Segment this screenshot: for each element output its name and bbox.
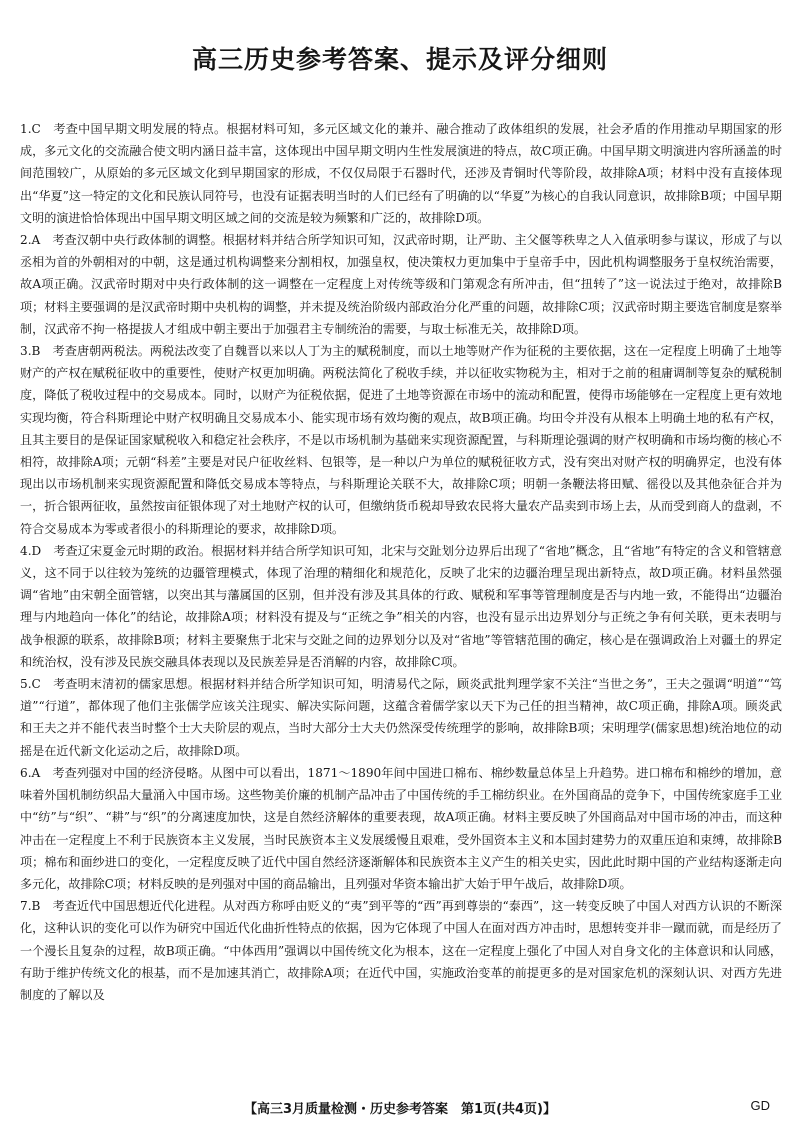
answer-number: 4.D (20, 543, 42, 558)
answer-text: 考查辽宋夏金元时期的政治。根据材料并结合所学知识可知，北宋与交趾划分边界后出现了“省地”概念，且“省地”有特定的含义和管辖意义，这不同于以往较为笼统的边疆管理模式，体现了治理的精细化和规范化，反映了北宋的边疆治理呈现出新特点，故D项正确。材料虽然强调“省地”由宋朝全面管辖，以突出其与藩属国的区别，但并没有涉及其具体的行政、赋税和军事等管理制度是否与内地一致，不能得出“边疆治理与内地趋向一体化”的结论，故排除A项；材料没有提及与“正统之争”相关的内容，也没有显示出边界划分与正统之争有何关联，更未表明与战争根源的联系，故排除B项；材料主要聚焦于北宋与交趾之间的边界划分以及对“省地”等管辖范围的确定，核心是在强调政治上对疆土的界定和统治权，没有涉及民族交融具体表现以及民族差异是否消解的内容，故排除C项。 (20, 543, 782, 669)
answer-text: 考查唐朝两税法。两税法改变了自魏晋以来以人丁为主的赋税制度，而以土地等财产作为征税的主要依据，这在一定程度上明确了土地等财产的产权在赋税征收中的重要性，使财产权更加明确。两税法简化了税收手续，并以征收实物税为主，相对于之前的租庸调制等复杂的赋税制度，降低了税收过程中的交易成本。同时，以财产为征税依据，促进了土地等资源在市场中的流动和配置，使得市场能够在一定程度上更有效地实现均衡，符合科斯理论中财产权明确且交易成本小、能实现市场有效均衡的观点，故B项正确。均田令并没有从根本上明确土地的私有产权，且其主要目的是保证国家赋税收入和稳定社会秩序，不是以市场机制为基础来实现资源配置，与科斯理论强调的财产权明确和市场均衡的核心不相符，故排除A项；元朝“科差”主要是对民户征收丝料、包银等，是一种以户为单位的赋税征收方式，没有突出对财产权的明确界定，也没有体现出以市场机制来实现资源配置和降低交易成本等特点，与科斯理论关联不大，故排除C项；明朝一条鞭法将田赋、徭役以及其他杂征合并为一，折合银两征收，虽然按亩征银体现了对土地财产权的认可，但缴纳货币税却导致农民将大量农产品卖到市场上去，从而受到商人的盘剥，不符合交易成本为零或者很小的科斯理论的要求，故排除D项。 (20, 344, 782, 536)
answer-number: 5.C (20, 677, 41, 692)
answer-item-7 (20, 895, 782, 1006)
answer-number: 1.C (20, 122, 41, 136)
answer-number: 2.A (20, 233, 41, 248)
footer-code: GD (750, 1098, 770, 1113)
answer-text: 考查明末清初的儒家思想。根据材料并结合所学知识可知，明清易代之际，顾炎武批判理学家不关注“当世之务”，王夫之强调“明道”“笃道”“行道”，都体现了他们主张儒学应该关注现实、解决实际问题，这蕴含着儒学家以天下为己任的担当精神，故C项正确，排除A项。顾炎武和王夫之并不能代表当时整个士大夫阶层的观点，当时大部分士大夫仍然深受传统理学的影响，故排除B项；宋明理学(儒家思想)统治地位的动摇是在近代新文化运动之后，故排除D项。 (20, 677, 782, 758)
answer-number: 6.A (20, 765, 41, 780)
answer-text: 考查汉朝中央行政体制的调整。根据材料并结合所学知识可知，汉武帝时期，让严助、主父偃等秩卑之人入值承明参与谋议，形成了与以丞相为首的外朝相对的中朝，这是通过机构调整来分割相权，加强皇权，使决策权力更加集中于皇帝手中，因此机构调整服务于皇权统治需要，故A项正确。汉武帝时期对中央行政体制的这一调整在一定程度上对传统等级和门第观念有所冲击，但“扭转了”这一说法过于绝对，故排除B项；材料主要强调的是汉武帝时期中央机构的调整，并未提及统治阶级内部政治分化严重的问题，故排除C项；汉武帝时期主要选官制度是察举制，汉武帝不拘一格提拔人才组成中朝主要出于加强君主专制统治的需要，与取士标准无关，故排除D项。 (20, 233, 782, 336)
answer-number: 7.B (20, 899, 41, 914)
page-title: 高三历史参考答案、提示及评分细则 (191, 45, 608, 74)
answer-number: 3.B (20, 344, 41, 359)
answer-item-4 (20, 540, 782, 673)
footer-page-info: 【高三3月质量检测・历史参考答案 第1页(共4页)】 (243, 1102, 557, 1117)
answer-text: 考查近代中国思想近代化进程。从对西方称呼由贬义的“夷”到平等的“西”再到尊崇的“泰西”，这一转变反映了中国人对西方认识的不断深化，这种认识的变化可以作为研究中国近代化曲折性特点的依据，因为它体现了中国人在面对西方冲击时，思想转变并非一蹴而就，而是经历了一个漫长且复杂的过程，故B项正确。“中体西用”强调以中国传统文化为根本，这在一定程度上强化了中国人对自身文化的主体意识和认同感，有助于维护传统文化的根基，而不是加速其消亡，故排除A项；在近代中国，实施政治变革的前提更多的是对国家危机的深刻认识、对西方先进制度的了解以及 (20, 899, 782, 1002)
answer-item-5 (20, 673, 782, 762)
answer-item-6 (20, 762, 782, 895)
answer-text: 考查中国早期文明发展的特点。根据材料可知，多元区域文化的兼并、融合推动了政体组织的发展，社会矛盾的作用推动早期国家的形成，多元文化的交流融合使文明内涵日益丰富，这体现出中国早期文明内生性发展演进的特点，故C项正确。中国早期文明演进内容所涵盖的时间范围较广，从原始的多元区域文化到早期国家的形成，不仅仅局限于石器时代，还涉及青铜时代等阶段，故排除A项；材料中没有直接体现出“华夏”这一特定的文化和民族认同符号，也没有证据表明当时的人们已经有了明确的以“华夏”为核心的自我认同意识，故排除B项；中国早期文明的演进恰恰体现出中国早期文明区域之间的交流是较为频繁和广泛的，故排除D项。 (20, 122, 782, 225)
answer-list (20, 118, 782, 1006)
answer-item-2 (20, 229, 782, 340)
answer-item-3 (20, 340, 782, 540)
answer-text: 考查列强对中国的经济侵略。从图中可以看出，1871～1890年间中国进口棉布、棉纱数量总体呈上升趋势。进口棉布和棉纱的增加，意味着外国机制纺织品大量涌入中国市场。这些物美价廉的机制产品冲击了中国传统的手工棉纺织业。在外国商品的竞争下，中国传统家庭手工业中“纺”与“织”、“耕”与“织”的分离速度加快，这是自然经济解体的重要表现，故A项正确。材料主要反映了外国商品对中国市场的冲击，而这种冲击在一定程度上不利于民族资本主义发展，当时民族资本主义发展缓慢且艰难，受外国资本主义和本国封建势力的双重压迫和束缚，故排除B项；棉布和面纱进口的变化，一定程度反映了近代中国自然经济逐渐解体和民族资本主义产生的相关史实，因此此时期中国的产业结构逐渐走向多元化，故排除C项；材料反映的是列强对中国的商品输出，且列强对华资本输出扩大始于甲午战后，故排除D项。 (20, 765, 782, 891)
answer-item-1 (20, 118, 782, 229)
